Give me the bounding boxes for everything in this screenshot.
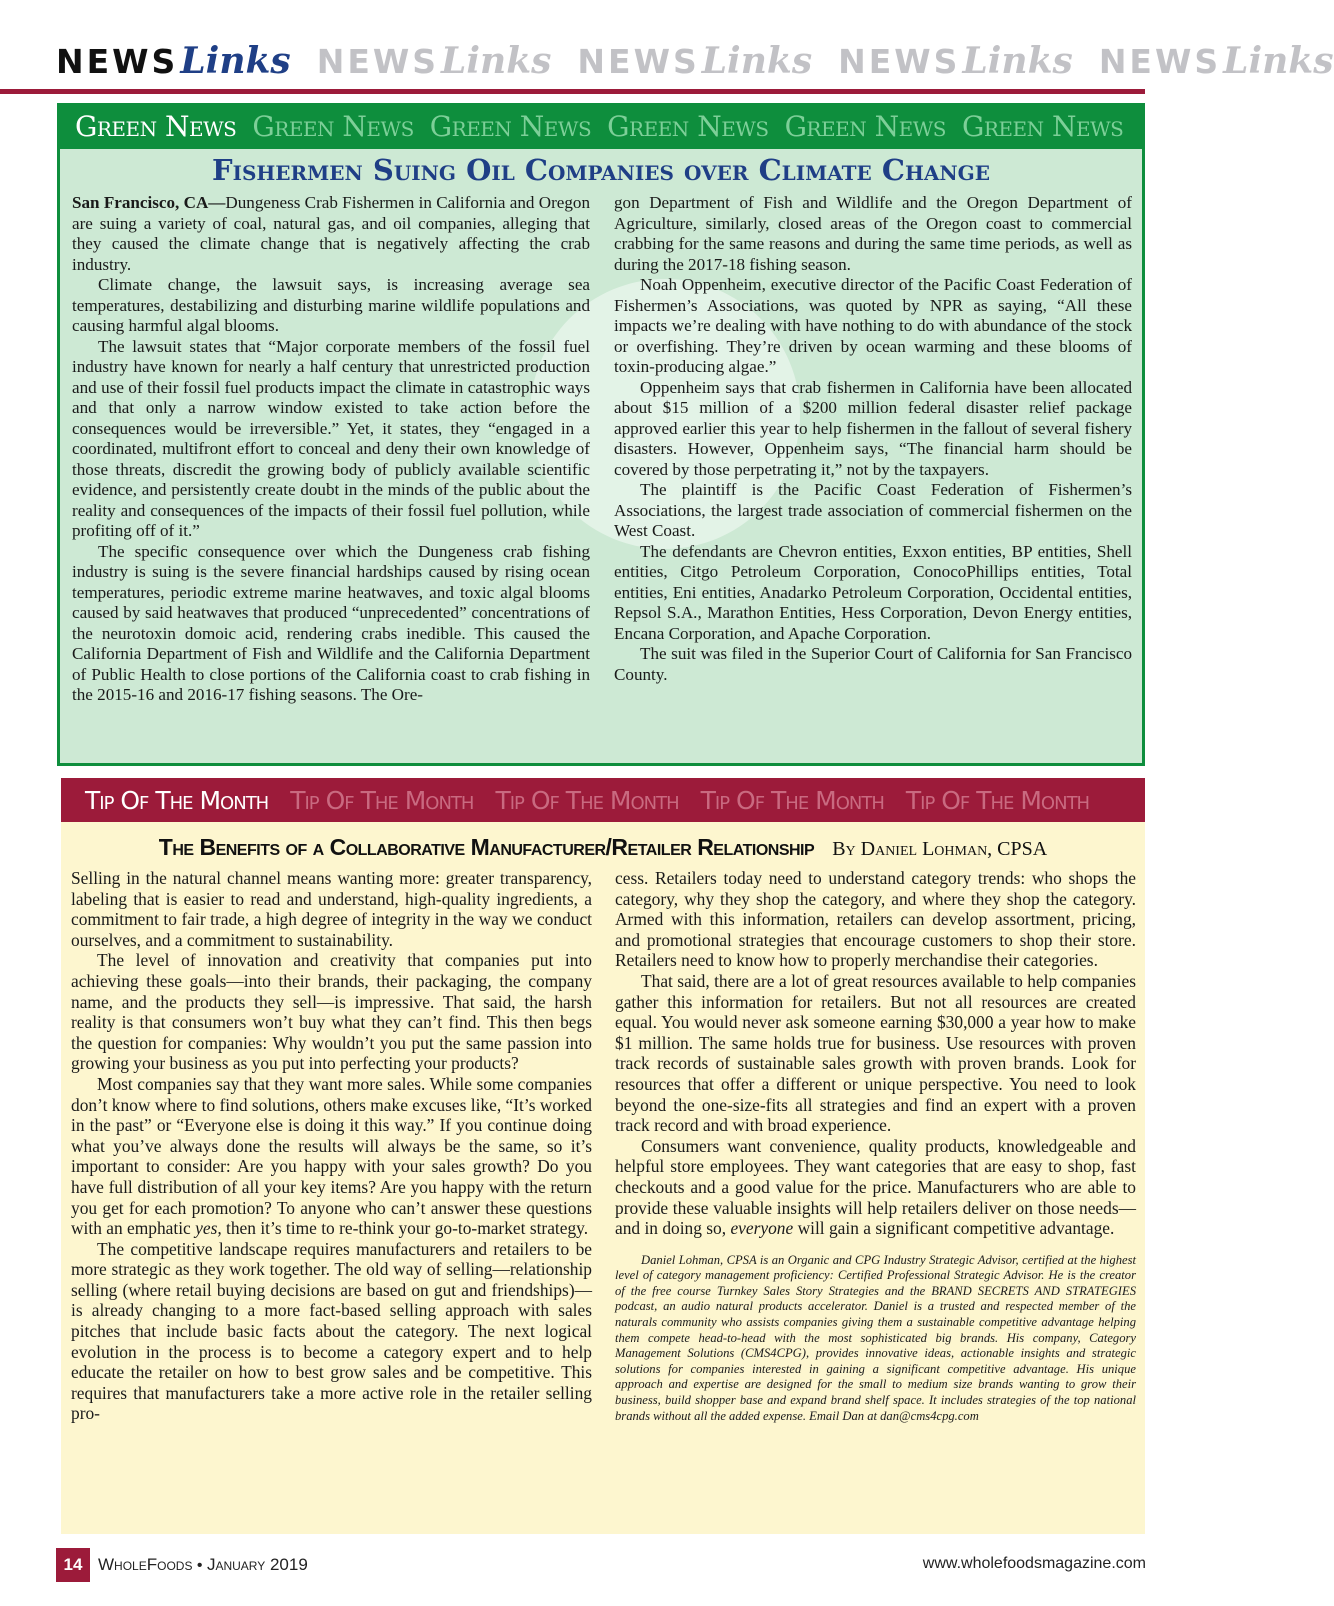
paragraph-text: Dungeness Crab Fishermen in California and Oregon are suing a variety of coal, natural gas, and oil companies, alleging that they caused the climate change that is negatively affecting the crab industry. bbox=[72, 193, 591, 274]
article-paragraph: The level of innovation and creativity that companies put into achieving these goals—into their brands, their packaging, the company name, and the products they sell—is impressive. That said, the harsh reality is that consumers won’t buy what they can’t find. This then begs the question for companies: Why wouldn’t you put the same passion into growing your business as you put into perfecting your products? bbox=[71, 950, 592, 1074]
author-bio: Daniel Lohman, CPSA is an Organic and CPG Industry Strategic Advisor, certified at the highest level of category management proficiency: Certified Professional Strategic Advisor. He is the creator of the free course Turnkey Sales Story Strategies and the BRAND SECRETS AND STRATEGIES podcast, an audio natural products accelerator. Daniel is a trusted and respected member of the naturals community who assists companies giving them a sustainable competitive advantage helping them compete head-to-head with the most sophisticated big brands. His company, Category Management Solutions (CMS4CPG), provides innovative ideas, actionable insights and strategic solutions for companies interested in gaining a significant competitive advantage. His unique approach and expertise are designed for the small to medium size brands wanting to grow their business, build shopper base and expand brand shelf space. It includes strategies of the top national brands without all the added expense. Email Dan at dan@cms4cpg.com bbox=[615, 1252, 1136, 1423]
paragraph-text: will gain a significant competitive advantage. bbox=[793, 1218, 1115, 1239]
issue-date: January 2019 bbox=[206, 1555, 308, 1574]
article-paragraph: The lawsuit states that “Major corporate members of the fossil fuel industry have known for nearly a half century that unrestricted production and use of their fossil fuel products impact the climate in catastrophic ways and that only a narrow window existed to take action before the consequences would be irreversible.” Yet, it states, they “engaged in a coordinated, multifront effort to conceal and deny their own knowledge of those threats, discredit the growing body of publicly available scientific evidence, and persistently create doubt in the minds of the public about the reality and consequences of the impacts of their fossil fuel pollution, while profiting off of it.” bbox=[72, 336, 590, 540]
article-paragraph: Selling in the natural channel means wanting more: greater transparency, labeling that is easier to read and understand, high-quality ingredients, a commitment to fair trade, a high degree of integrity in the way we conduct ourselves, and a commitment to sustainability. bbox=[71, 868, 592, 950]
article-paragraph bbox=[71, 1074, 592, 1239]
paragraph-text: then it’s time to re-think your go-to-market strategy. bbox=[221, 1218, 589, 1239]
publication-name: WholeFoods bbox=[98, 1555, 193, 1574]
tip-ghost-label: Tip Of The Month bbox=[290, 785, 474, 815]
publication-info bbox=[98, 1555, 308, 1575]
masthead-ghost-logo bbox=[1099, 40, 1334, 82]
masthead-news-word: NEWS bbox=[56, 42, 179, 81]
article-paragraph: The defendants are Chevron entities, Exxon entities, BP entities, Shell entities, Citgo Petroleum Corporation, ConocoPhillips entities, Total entities, Eni entities, Anadarko Petroleum Corporation, Occidental entities, Repsol S.A., Marathon Entities, Hess Corporation, Devon Energy entities, Encana Corporation, and Apache Corporation. bbox=[614, 541, 1132, 643]
page-number: 14 bbox=[56, 1548, 90, 1582]
tip-column-left bbox=[71, 868, 592, 1528]
masthead-ghost-news: NEWS bbox=[577, 42, 700, 81]
tip-column-right bbox=[615, 868, 1136, 1528]
masthead-logo bbox=[56, 40, 291, 82]
article-paragraph: The plaintiff is the Pacific Coast Federation of Fishermen’s Associations, the largest trade association of commercial fishermen on the West Coast. bbox=[614, 480, 1132, 540]
green-news-ghost-label: Green News bbox=[607, 109, 769, 143]
tip-title-line bbox=[61, 834, 1145, 861]
paragraph-text: Consumers want convenience, quality products, knowledgeable and helpful store employees. They want categories that are easy to shop, fast checkouts and a good value for the price. Manufacturers who are able to provide these valuable insights will help retailers deliver on those needs—and in doing so, bbox=[615, 1135, 1136, 1239]
footer-separator: • bbox=[192, 1557, 207, 1574]
masthead-ghost-links: Links bbox=[701, 40, 813, 82]
tip-ghost-label: Tip Of The Month bbox=[700, 785, 884, 815]
masthead-ghost-links: Links bbox=[441, 40, 552, 82]
article-paragraph bbox=[615, 1136, 1136, 1239]
article-paragraph: That said, there are a lot of great resources available to help companies gather this information for retailers. But not all resources are created equal. You would never ask someone earning $30,000 a year how to make $1 million. The same holds true for business. Use resources with proven track records of sustainable sales growth with proven brands. Look for resources that offer a different or unique perspective. You need to look beyond the one-size-fits all strategies and find an expert with a proven track record and with broad experience. bbox=[615, 970, 1136, 1136]
green-news-ghost-label: Green News bbox=[784, 109, 946, 143]
article-paragraph: Noah Oppenheim, executive director of the Pacific Coast Federation of Fishermen’s Associations, was quoted by NPR as saying, “All these impacts we’re dealing with have nothing to do with abundance of the stock or overfishing. They’re driven by ocean warming and these blooms of toxin-producing algae.” bbox=[614, 275, 1132, 376]
tip-of-month-panel bbox=[61, 822, 1145, 1534]
emphasis-text: everyone bbox=[730, 1218, 794, 1239]
green-news-column-right bbox=[614, 193, 1132, 758]
article-paragraph bbox=[72, 193, 590, 275]
green-news-body bbox=[72, 193, 1132, 758]
article-paragraph: The suit was filed in the Superior Court of California for San Francisco County. bbox=[614, 644, 1132, 684]
green-news-column-left bbox=[72, 193, 590, 758]
green-news-ghost-label: Green News bbox=[252, 109, 414, 143]
dateline: San Francisco, CA— bbox=[72, 193, 226, 212]
tip-ghost-label: Tip Of The Month bbox=[905, 785, 1090, 815]
green-news-ghost-label: Green News bbox=[429, 109, 592, 143]
masthead-rule bbox=[0, 89, 1145, 94]
article-paragraph: The specific consequence over which the Dungeness crab fishing industry is suing is the severe financial hardships caused by rising ocean temperatures, periodic extreme marine heatwaves, and toxic algal blooms caused by said heatwaves that produced “unprecedented” concentrations of the neurotoxin domoic acid, rendering crabs inedible. This caused the California Department of Fish and Wildlife and the California Department of Public Health to close portions of the California coast to crab fishing in the 2015-16 and 2016-17 fishing seasons. The Ore- bbox=[72, 541, 590, 704]
tip-of-month-label: Tip Of The Month bbox=[85, 785, 269, 815]
masthead-ghost-links: Links bbox=[962, 40, 1073, 82]
masthead-ghost-logo bbox=[838, 40, 1073, 82]
green-news-ghost-label: Green News bbox=[961, 109, 1124, 143]
article-paragraph: gon Department of Fish and Wildlife and the Oregon Department of Agriculture, similarly, closed areas of the Oregon coast to commercial crabbing for the same reasons and during the same time periods, as well as during the 2017-18 fishing season. bbox=[614, 193, 1132, 274]
tip-byline: By Daniel Lohman, CPSA bbox=[832, 838, 1048, 860]
article-paragraph: cess. Retailers today need to understand category trends: who shops the category, why they shop the category, and where they shop the category. Armed with this information, retailers can develop assortment, pricing, and promotional strategies that encourage customers to shop their store. Retailers need to know how to properly merchandise their categories. bbox=[615, 868, 1136, 971]
page-footer bbox=[56, 1548, 1146, 1582]
masthead-links-word: Links bbox=[180, 40, 291, 82]
website-url: www.wholefoodsmagazine.com bbox=[922, 1555, 1146, 1572]
masthead-ghost-news: NEWS bbox=[838, 42, 961, 81]
green-news-headline: Fishermen Suing Oil Companies over Climate Change bbox=[212, 153, 990, 187]
masthead-ghost-logo bbox=[317, 40, 552, 82]
masthead-ghost-news: NEWS bbox=[316, 42, 440, 81]
masthead bbox=[56, 30, 1334, 82]
tip-headline: The Benefits of a Collaborative Manufacturer/Retailer Relationship bbox=[158, 834, 815, 860]
green-news-label: Green News bbox=[75, 109, 237, 143]
masthead-ghost-news: NEWS bbox=[1098, 42, 1222, 81]
tip-of-month-band bbox=[61, 778, 1145, 822]
article-paragraph: Oppenheim says that crab fishermen in California have been allocated about $15 million of a $200 million federal disaster relief package approved earlier this year to help fishermen in the fallout of several fishery disasters. However, Oppenheim says, “The financial harm should be covered by those perpetrating it,” not by the taxpayers. bbox=[614, 377, 1132, 479]
article-paragraph: Climate change, the lawsuit says, is increasing average sea temperatures, destabilizing and disturbing marine wildlife populations and causing harmful algal blooms. bbox=[72, 275, 590, 335]
green-news-panel bbox=[57, 149, 1145, 766]
article-paragraph: The competitive landscape requires manufacturers and retailers to be more strategic as they work together. The old way of selling—relationship selling (where retail buying decisions are based on gut and friendships)—is already changing to a more fact-based selling approach with sales pitches that include basic facts about the category. The next logical evolution in the process is to become a category expert and to help educate the retailer on how to best grow sales and be competitive. This requires that manufacturers take a more active role in the retailer selling pro- bbox=[71, 1238, 592, 1424]
tip-body bbox=[71, 868, 1137, 1528]
paragraph-text: Most companies say that they want more sales. While some companies don’t know where to find solutions, others make excuses like, “It’s worked in the past” or “Everyone else is doing it this way.” If you continue doing what you’ve always done the results will always be the same, so it’s important to consider: Are you happy with your sales growth? Do you have full distribution of all your key items? Are you happy with the return you get for each promotion? To anyone who can’t answer these questions with an emphatic bbox=[71, 1073, 592, 1239]
green-news-band bbox=[57, 103, 1145, 149]
masthead-ghost-links: Links bbox=[1223, 40, 1334, 82]
tip-ghost-label: Tip Of The Month bbox=[495, 785, 679, 815]
emphasis-text: yes, bbox=[195, 1218, 222, 1239]
masthead-ghost-logo bbox=[577, 40, 812, 82]
